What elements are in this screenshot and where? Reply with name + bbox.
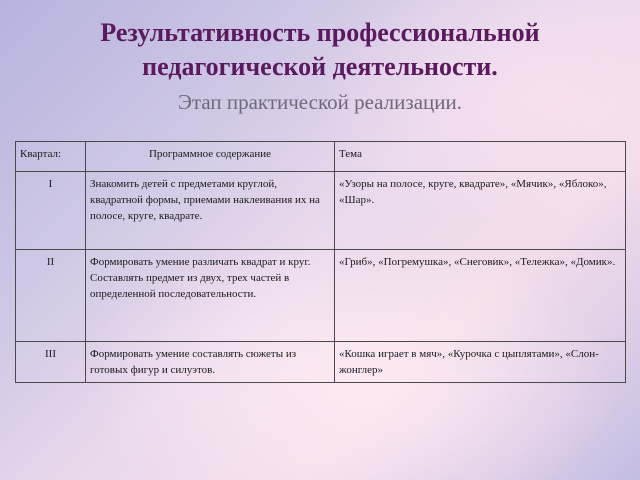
theme-cell: «Гриб», «Погремушка», «Снеговик», «Тележка», «Домик».: [335, 250, 626, 342]
content-cell: Формировать умение составлять сюжеты из готовых фигур и силуэтов.: [86, 342, 335, 383]
slide-title: [0, 16, 640, 84]
table-row: [16, 172, 626, 250]
content-cell: Знакомить детей с предметами круглой, квадратной формы, приемами наклеивания их на полосе, круге, квадрате.: [86, 172, 335, 250]
slide-subtitle: Этап практической реализации.: [178, 90, 462, 114]
theme-cell: «Кошка играет в мяч», «Курочка с цыплятами», «Слон-жонглер»: [335, 342, 626, 383]
program-table-container: [15, 141, 625, 383]
quarter-cell: II: [16, 250, 86, 342]
table-row: [16, 342, 626, 383]
quarter-cell: I: [16, 172, 86, 250]
table-header-row: [16, 142, 626, 172]
header-quarter: Квартал:: [16, 142, 86, 172]
header-theme: Тема: [335, 142, 626, 172]
slide-title-line-1: Результативность профессиональной: [100, 18, 540, 47]
content-cell: Формировать умение различать квадрат и круг. Составлять предмет из двух, трех частей в определенной последовательности.: [86, 250, 335, 342]
program-table: [15, 141, 626, 383]
quarter-cell: III: [16, 342, 86, 383]
table-row: [16, 250, 626, 342]
theme-cell: «Узоры на полосе, круге, квадрате», «Мячик», «Яблоко», «Шар».: [335, 172, 626, 250]
header-content: Программное содержание: [86, 142, 335, 172]
slide-title-line-2: педагогической деятельности.: [142, 52, 498, 81]
